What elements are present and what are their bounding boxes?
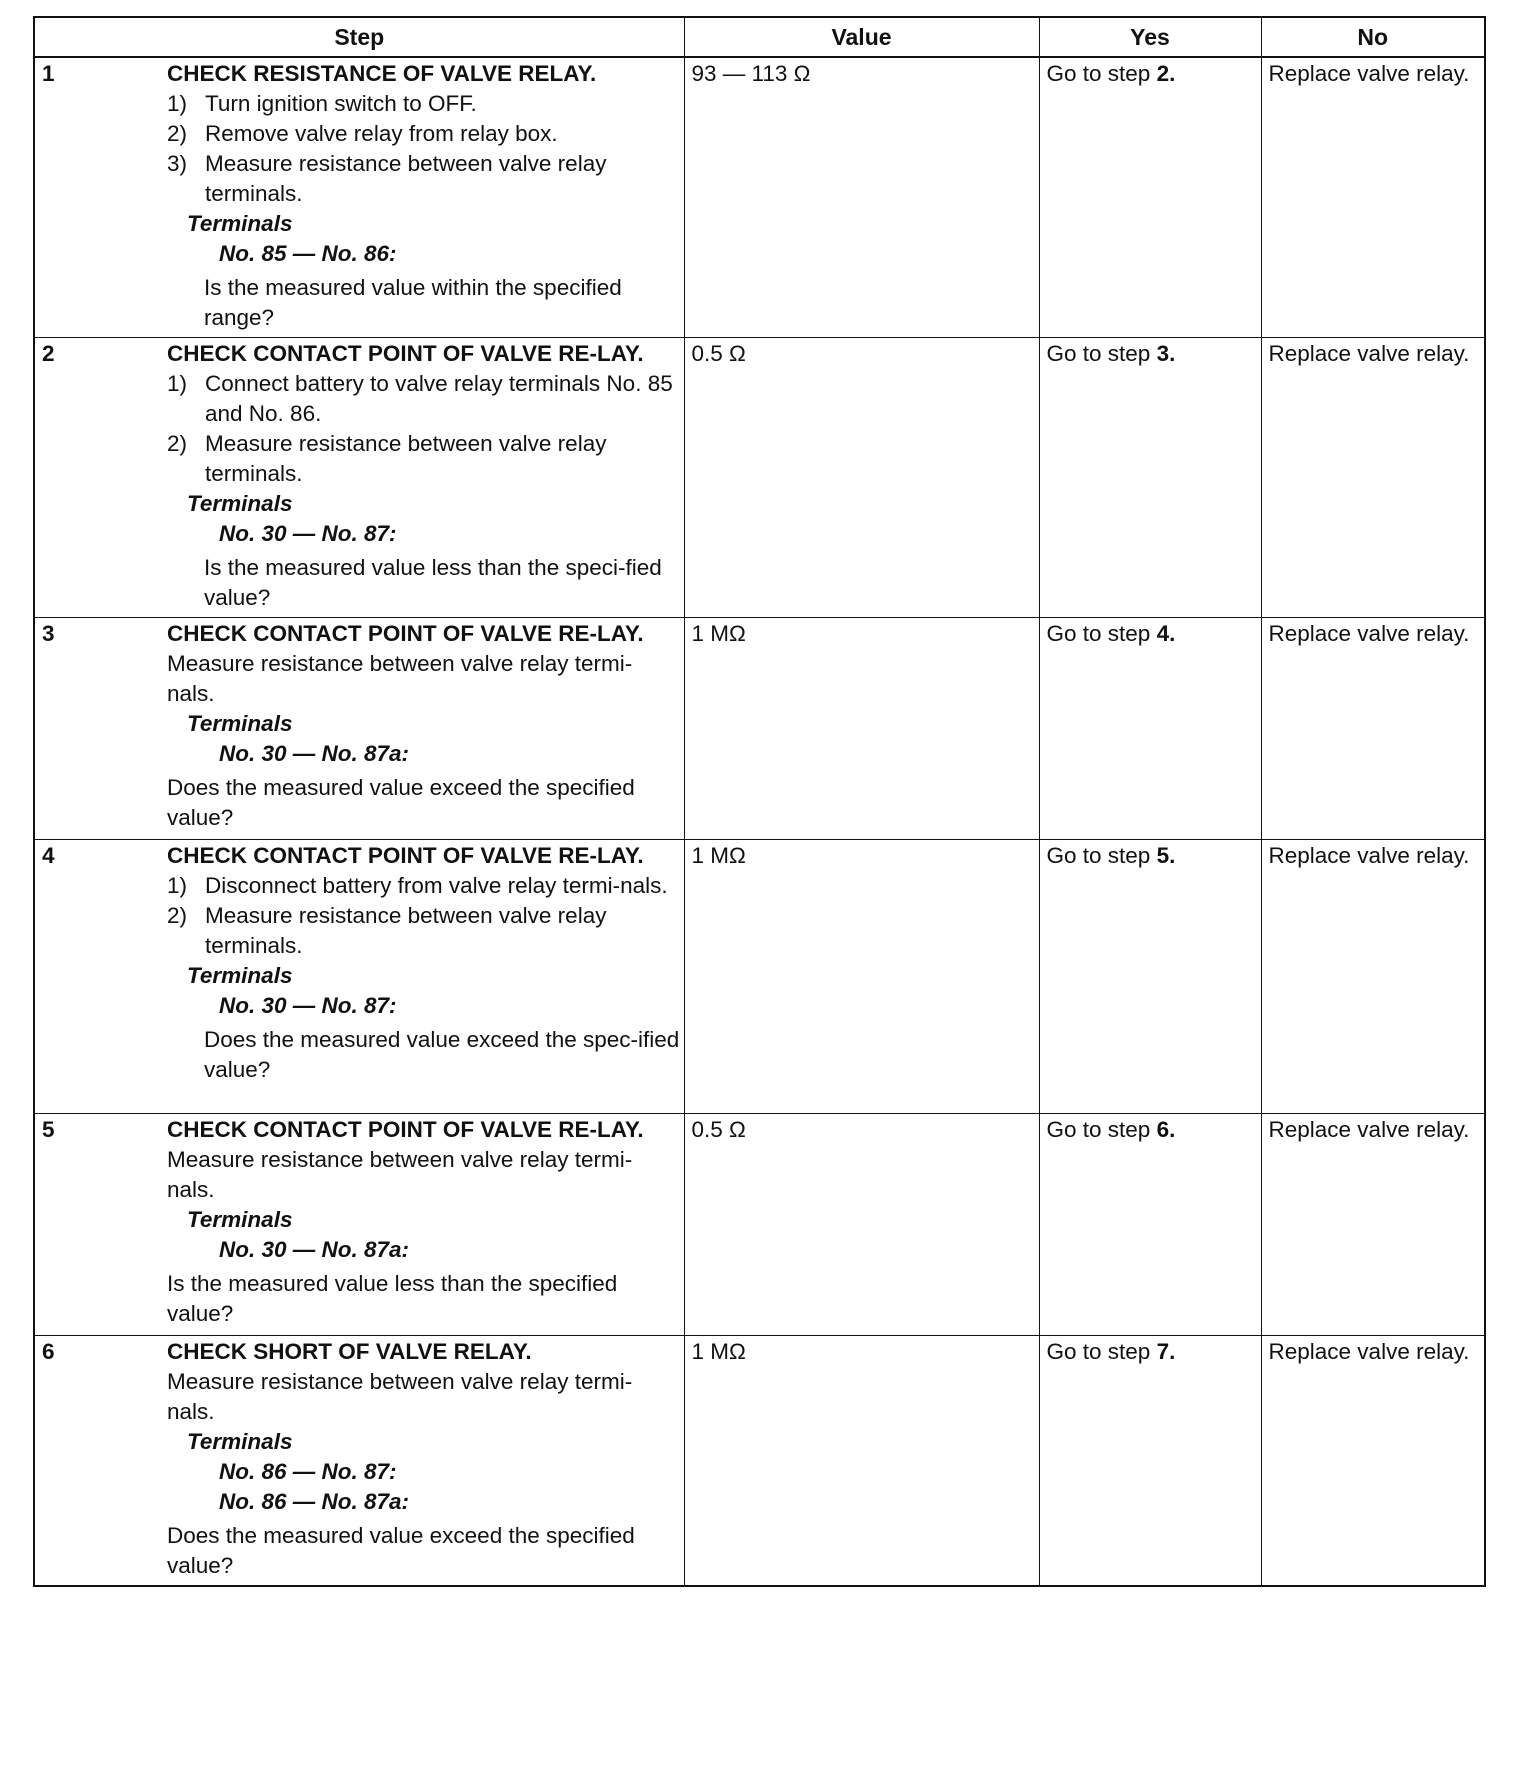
yes-cell (1039, 840, 1261, 1114)
step-question: Does the measured value exceed the spec-ified value? (204, 1027, 680, 1082)
no-cell: Replace valve relay. (1261, 1336, 1485, 1587)
instruction-number: 2) (167, 431, 188, 456)
step-body (167, 58, 684, 337)
table-row (34, 57, 1485, 338)
instruction-text: Turn ignition switch to OFF. (205, 91, 477, 116)
steps-body (34, 57, 1485, 1586)
yes-cell (1039, 1114, 1261, 1336)
step-number: 2 (42, 341, 55, 366)
yes-action-text: Go to step (1046, 61, 1157, 86)
instruction-number: 1) (167, 91, 188, 116)
instruction-item (167, 901, 680, 961)
step-cell (34, 840, 684, 1114)
step-question: Is the measured value less than the specified value? (167, 1271, 618, 1326)
yes-step-ref: 6. (1156, 1117, 1176, 1142)
instruction-text: Connect battery to valve relay terminals No. 85 and No. 86. (205, 371, 673, 426)
step-cell (34, 1336, 684, 1587)
step-body (167, 1336, 684, 1585)
value-cell: 1 MΩ (684, 618, 1039, 840)
step-number: 4 (42, 843, 55, 868)
step-question: Is the measured value within the specified range? (204, 275, 622, 330)
yes-cell (1039, 57, 1261, 338)
instruction-text: Measure resistance between valve relay terminals. (205, 903, 607, 958)
header-step: Step (34, 17, 684, 57)
no-cell: Replace valve relay. (1261, 57, 1485, 338)
step-cell (34, 57, 684, 338)
instruction-item (167, 429, 680, 489)
terminals-label: Terminals (187, 711, 293, 736)
instruction-item (167, 89, 680, 119)
instruction-text: Measure resistance between valve relay terminals. (205, 431, 607, 486)
instruction-text: Remove valve relay from relay box. (205, 121, 558, 146)
value-cell: 93 — 113 Ω (684, 57, 1039, 338)
step-question: Is the measured value less than the speci-fied value? (204, 555, 662, 610)
step-title: CHECK RESISTANCE OF VALVE RELAY. (167, 61, 597, 86)
value-cell: 1 MΩ (684, 840, 1039, 1114)
yes-action-text: Go to step (1046, 843, 1157, 868)
table-row (34, 618, 1485, 840)
step-number: 1 (42, 61, 55, 86)
terminals-label: Terminals (187, 491, 293, 516)
value-cell: 1 MΩ (684, 1336, 1039, 1587)
table-row (34, 1336, 1485, 1587)
no-cell: Replace valve relay. (1261, 618, 1485, 840)
terminal-pair: No. 30 — No. 87a: (219, 741, 410, 766)
yes-step-ref: 3. (1156, 341, 1176, 366)
instruction-number: 1) (167, 371, 188, 396)
step-description: Measure resistance between valve relay termi-nals. (167, 1369, 633, 1424)
no-cell: Replace valve relay. (1261, 1114, 1485, 1336)
no-cell: Replace valve relay. (1261, 840, 1485, 1114)
yes-action-text: Go to step (1046, 621, 1157, 646)
instruction-item (167, 149, 680, 209)
step-title: CHECK CONTACT POINT OF VALVE RE-LAY. (167, 341, 644, 366)
instruction-item (167, 369, 680, 429)
terminal-pair: No. 86 — No. 87a: (219, 1489, 410, 1514)
instruction-number: 2) (167, 903, 188, 928)
value-cell: 0.5 Ω (684, 338, 1039, 618)
terminal-pair: No. 30 — No. 87: (219, 993, 397, 1018)
instruction-number: 2) (167, 121, 188, 146)
step-title: CHECK CONTACT POINT OF VALVE RE-LAY. (167, 1117, 644, 1142)
header-value: Value (684, 17, 1039, 57)
step-cell (34, 618, 684, 840)
diagnostic-table (33, 16, 1486, 1587)
step-number: 5 (42, 1117, 55, 1142)
terminals-label: Terminals (187, 211, 293, 236)
instruction-number: 3) (167, 151, 188, 176)
yes-cell (1039, 1336, 1261, 1587)
step-question: Does the measured value exceed the specified value? (167, 1523, 635, 1578)
yes-cell (1039, 618, 1261, 840)
instruction-text: Disconnect battery from valve relay termi-nals. (205, 873, 668, 898)
yes-step-ref: 2. (1156, 61, 1176, 86)
instruction-number: 1) (167, 873, 188, 898)
yes-action-text: Go to step (1046, 1339, 1157, 1364)
step-question: Does the measured value exceed the specified value? (167, 775, 635, 830)
step-title: CHECK CONTACT POINT OF VALVE RE-LAY. (167, 843, 644, 868)
step-body (167, 840, 684, 1089)
no-cell: Replace valve relay. (1261, 338, 1485, 618)
terminal-pair: No. 86 — No. 87: (219, 1459, 397, 1484)
step-title: CHECK SHORT OF VALVE RELAY. (167, 1339, 532, 1364)
header-row (34, 17, 1485, 57)
terminals-label: Terminals (187, 1429, 293, 1454)
table-row (34, 840, 1485, 1114)
step-body (167, 618, 684, 837)
step-description: Measure resistance between valve relay termi-nals. (167, 651, 633, 706)
instruction-item (167, 871, 680, 901)
yes-action-text: Go to step (1046, 1117, 1157, 1142)
value-cell: 0.5 Ω (684, 1114, 1039, 1336)
terminals-label: Terminals (187, 1207, 293, 1232)
yes-action-text: Go to step (1046, 341, 1157, 366)
step-description: Measure resistance between valve relay termi-nals. (167, 1147, 633, 1202)
step-title: CHECK CONTACT POINT OF VALVE RE-LAY. (167, 621, 644, 646)
terminals-label: Terminals (187, 963, 293, 988)
step-cell (34, 1114, 684, 1336)
terminal-pair: No. 85 — No. 86: (219, 241, 397, 266)
table-row (34, 338, 1485, 618)
step-body (167, 1114, 684, 1333)
yes-step-ref: 4. (1156, 621, 1176, 646)
step-cell (34, 338, 684, 618)
step-number: 6 (42, 1339, 55, 1364)
instruction-item (167, 119, 680, 149)
step-body (167, 338, 684, 617)
step-number: 3 (42, 621, 55, 646)
header-yes: Yes (1039, 17, 1261, 57)
terminal-pair: No. 30 — No. 87: (219, 521, 397, 546)
terminal-pair: No. 30 — No. 87a: (219, 1237, 410, 1262)
yes-cell (1039, 338, 1261, 618)
yes-step-ref: 5. (1156, 843, 1176, 868)
header-no: No (1261, 17, 1485, 57)
table-row (34, 1114, 1485, 1336)
yes-step-ref: 7. (1156, 1339, 1176, 1364)
instruction-text: Measure resistance between valve relay terminals. (205, 151, 607, 206)
